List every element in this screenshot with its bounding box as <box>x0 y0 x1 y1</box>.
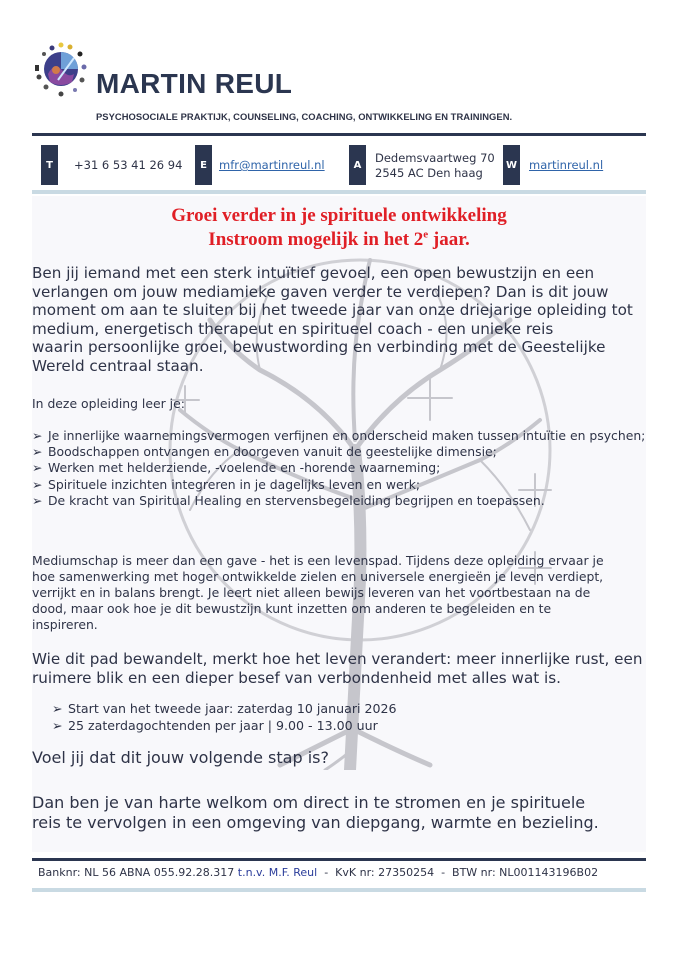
list-item <box>32 428 652 444</box>
registration-numbers: - KvK nr: 27350254 - BTW nr: NL001143196B02 <box>317 866 599 879</box>
schedule-item <box>52 700 397 717</box>
list-item <box>32 477 652 493</box>
arrow-bullet-icon: ➢ <box>52 718 63 733</box>
learn-list <box>32 428 652 509</box>
footer-rule-light <box>32 888 646 892</box>
email-link[interactable]: mfr@martinreul.nl <box>219 158 325 172</box>
list-item-text: Je innerlijke waarnemingsvermogen verfijnen en onderscheid maken tussen intuïtie en psychen; <box>48 428 646 443</box>
brand-subtitle: PSYCHOSOCIALE PRAKTIJK, COUNSELING, COACHING, ONTWIKKELING EN TRAININGEN. <box>96 111 513 122</box>
paragraph-line: dood, maar ook hoe je dit bewustzijn kunt inzetten om anderen te begeleiden en te <box>32 601 552 616</box>
phone-label-badge: T <box>41 145 58 185</box>
footer-rule-dark <box>32 858 646 861</box>
intro-line: medium, energetisch therapeut en spiritueel coach - een unieke reis <box>32 319 554 338</box>
intro-line: Ben jij iemand met een sterk intuïtief gevoel, een open bewustzijn en een <box>32 264 595 282</box>
schedule-list <box>52 700 397 734</box>
arrow-bullet-icon: ➢ <box>32 476 43 492</box>
welcome-paragraph <box>32 793 662 833</box>
intro-line: moment om aan te sluiten bij het tweede jaar van onze driejarige opleiding tot <box>32 301 633 319</box>
website-link[interactable]: martinreul.nl <box>529 158 604 172</box>
arrow-bullet-icon: ➢ <box>52 701 63 716</box>
schedule-text: 25 zaterdagochtenden per jaar | 9.00 - 13.00 uur <box>68 718 378 733</box>
phone-number: +31 6 53 41 26 94 <box>74 158 183 172</box>
brand-name: MARTIN REUL <box>96 68 293 99</box>
arrow-bullet-icon: ➢ <box>32 428 43 443</box>
list-item <box>32 460 652 476</box>
paragraph-line: hoe samenwerking met hoger ontwikkelde zielen en universele energieën je leven verdiept, <box>32 569 604 584</box>
footer-info <box>32 866 646 879</box>
paragraph-line: verrijkt en in balans brengt. Je leert niet alleen bewijs leveren van het voortbestaan na de <box>32 585 591 600</box>
headline-line2-end: jaar. <box>428 229 470 250</box>
list-item-text: Werken met helderziende, -voelende en -horende waarneming; <box>48 460 441 476</box>
contact-rule-light <box>32 190 646 194</box>
learn-heading: In deze opleiding leer je: <box>32 396 185 411</box>
list-item <box>32 444 652 460</box>
paragraph-line: ruimere blik en een dieper besef van verbondenheid met alles wat is. <box>32 668 561 687</box>
question-heading: Voel jij dat dit jouw volgende stap is? <box>32 748 329 767</box>
list-item-text: Boodschappen ontvangen en doorgeven vanuit de geestelijke dimensie; <box>48 444 497 460</box>
intro-line: Wereld centraal staan. <box>32 356 204 375</box>
list-item <box>32 493 652 509</box>
account-holder: t.n.v. M.F. Reul <box>237 866 318 879</box>
paragraph-line: Wie dit pad bewandelt, merkt hoe het leven verandert: meer innerlijke rust, een <box>32 650 643 668</box>
list-item-text: De kracht van Spiritual Healing en stervensbegeleiding begrijpen en toepassen. <box>48 492 545 508</box>
paragraph-line: inspireren. <box>32 617 98 632</box>
list-item-text: Spirituele inzichten integreren in je dagelijks leven en werk; <box>48 476 421 492</box>
arrow-bullet-icon: ➢ <box>32 460 43 476</box>
headline-line2 <box>32 229 646 251</box>
schedule-item <box>52 717 397 734</box>
address-line1: Dedemsvaartweg 70 <box>375 151 495 165</box>
paragraph-line: reis te vervolgen in een omgeving van diepgang, warmte en bezieling. <box>32 813 599 832</box>
headline-superscript: e <box>423 228 429 241</box>
arrow-bullet-icon: ➢ <box>32 492 43 508</box>
headline-line2-text: Instroom mogelijk in het 2 <box>208 229 424 250</box>
bank-number: Banknr: NL 56 ABNA 055.92.28.317 <box>38 866 238 879</box>
arrow-bullet-icon: ➢ <box>32 444 43 460</box>
path-paragraph <box>32 650 662 687</box>
address-line2: 2545 AC Den haag <box>375 166 483 180</box>
header-rule-dark <box>32 133 646 136</box>
intro-paragraph <box>32 264 662 375</box>
address-label-badge: A <box>349 145 366 185</box>
spiritual-symbols-logo-icon <box>32 40 90 98</box>
paragraph-line: Dan ben je van harte welkom om direct in te stromen en je spirituele <box>32 793 586 812</box>
email-label-badge: E <box>195 145 212 185</box>
paragraph-line: Mediumschap is meer dan een gave - het is een levenspad. Tijdens deze opleiding ervaar je <box>32 553 604 568</box>
mediumschap-paragraph <box>32 553 662 633</box>
web-label-badge: W <box>503 145 520 185</box>
contact-bar <box>32 140 646 186</box>
intro-line: verlangen om jouw mediamieke gaven verder te verdiepen? Dan is dit jouw <box>32 282 609 301</box>
intro-line: waarin persoonlijke groei, bewustwording en verbinding met de Geestelijke <box>32 338 606 356</box>
headline-line1: Groei verder in je spirituele ontwikkeling <box>171 205 507 226</box>
schedule-text: Start van het tweede jaar: zaterdag 10 januari 2026 <box>68 701 397 716</box>
